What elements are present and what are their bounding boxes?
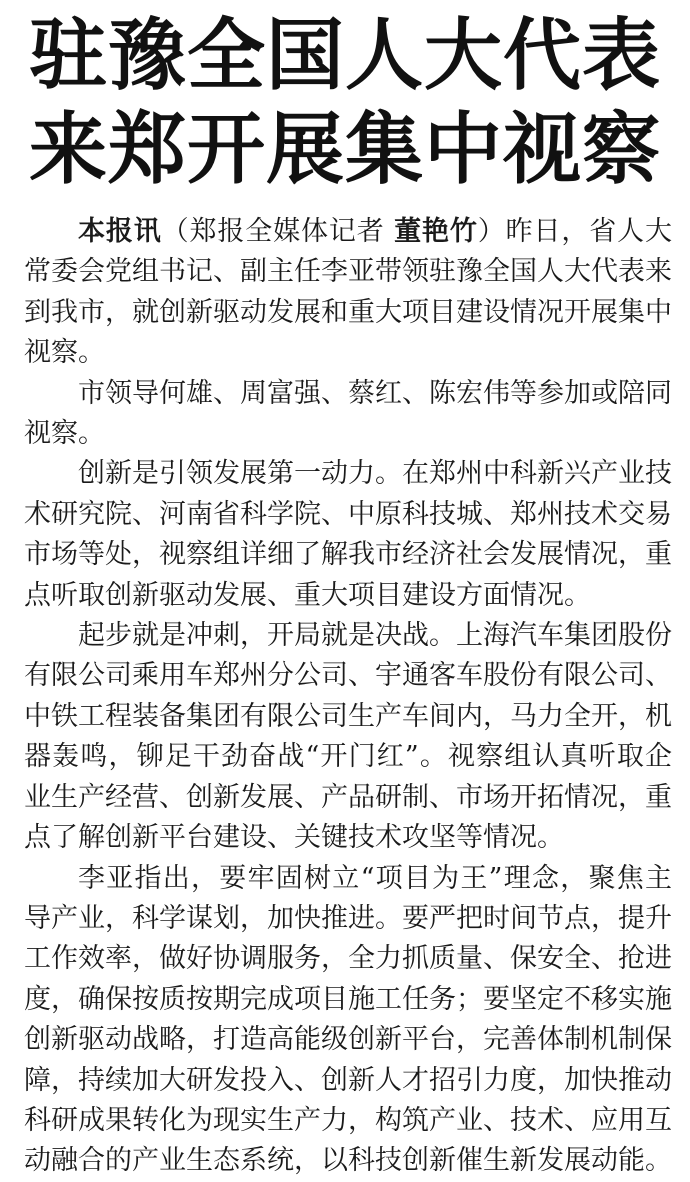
headline-line-1: 驻豫全国人大代表 bbox=[28, 11, 661, 101]
dateline: 本报讯 bbox=[78, 216, 162, 247]
reporter-name: 董艳竹 bbox=[394, 216, 478, 247]
lead-paragraph bbox=[24, 212, 672, 374]
article-body bbox=[24, 212, 672, 1182]
byline-open: （郑报全媒体记者 bbox=[161, 216, 395, 247]
paragraph-innovation: 创新是引领发展第一动力。在郑州中科新兴产业技术研究院、河南省科学院、中原科技城、郑州技术交易市场等处，视察组详细了解我市经济社会发展情况，重点听取创新驱动发展、重大项目建设方面情况。 bbox=[24, 458, 672, 611]
lead-text: 昨日，省人大常委会党组书记、副主任李亚带领驻豫全国人大代表来到我市，就创新驱动发展和重大项目建设情况开展集中视察。 bbox=[24, 216, 673, 369]
paragraph-enterprises: 起步就是冲刺，开局就是决战。上海汽车集团股份有限公司乘用车郑州分公司、宇通客车股份有限公司、中铁工程装备集团有限公司生产车间内，马力全开，机器轰鸣，铆足干劲奋战“开门红”。视察组认真听取企业生产经营、创新发展、产品研制、市场开拓情况，重点了解创新平台建设、关键技术攻坚等情况。 bbox=[24, 620, 672, 854]
byline-close: ） bbox=[477, 216, 506, 247]
headline-line-2: 来郑开展集中视察 bbox=[28, 105, 661, 195]
paragraph-remarks: 李亚指出，要牢固树立“项目为王”理念，聚焦主导产业，科学谋划，加快推进。要严把时间节点，提升工作效率，做好协调服务，全力抓质量、保安全、抢进度，确保按质按期完成项目施工任务；要坚定不移实施创新驱动战略，打造高能级创新平台，完善体制机制保障，持续加大研发投入、创新人才招引力度，加快推动科研成果转化为现实生产力，构筑产业、技术、应用互动融合的产业生态系统，以科技创新催生新发展动能。 bbox=[24, 862, 672, 1177]
paragraph-attendees: 市领导何雄、周富强、蔡红、陈宏伟等参加或陪同视察。 bbox=[24, 377, 672, 450]
